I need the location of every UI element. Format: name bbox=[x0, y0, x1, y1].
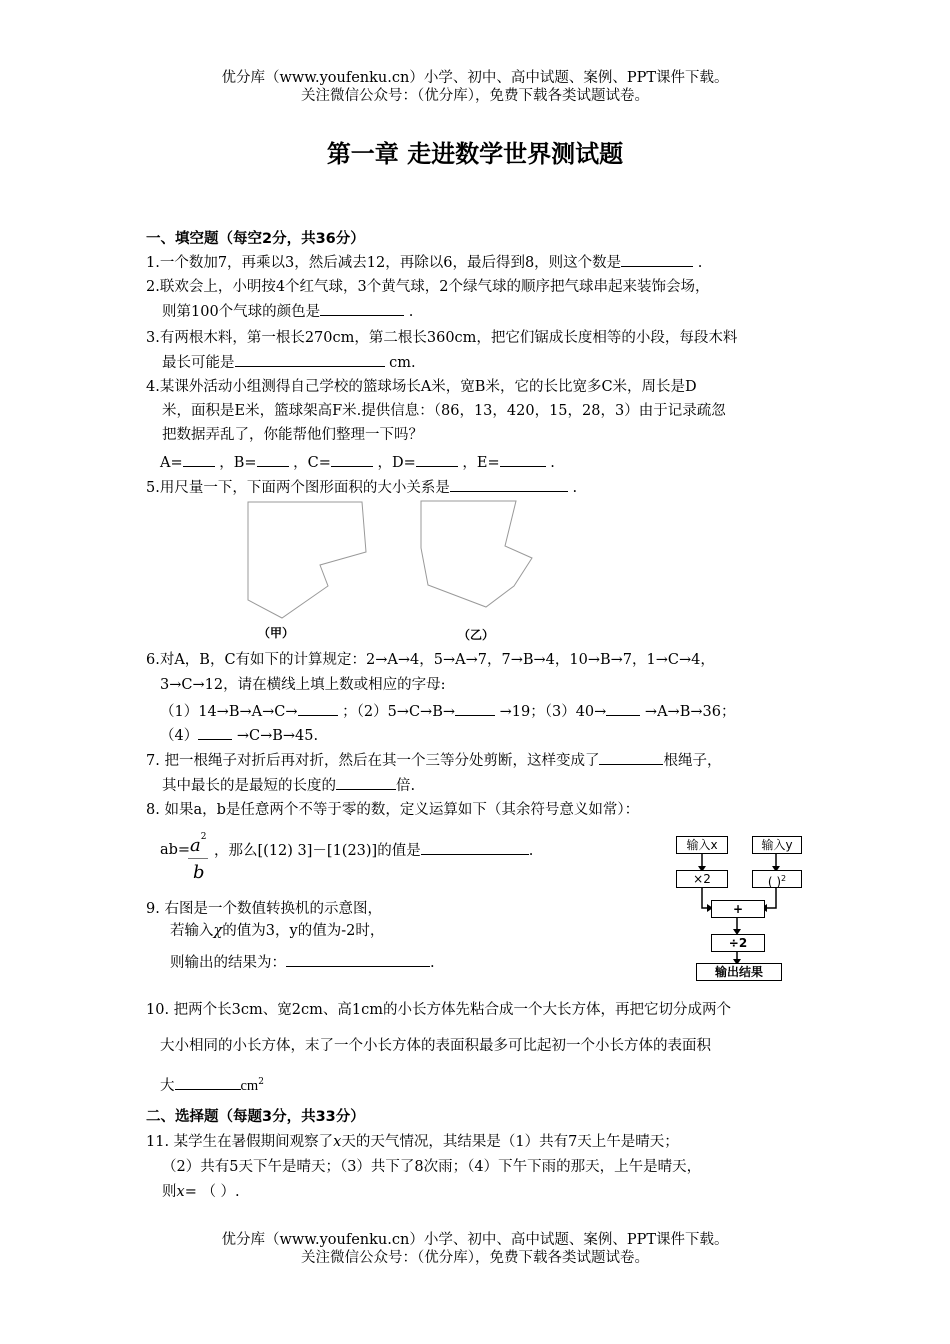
q2-line-1: 2.联欢会上，小明按4个红气球，3个黄气球，2个绿气球的顺序把气球串起来装饰会场， bbox=[146, 279, 710, 295]
q5-end: . bbox=[572, 480, 578, 496]
input-y-box: 输入y bbox=[752, 836, 802, 854]
q6-line-2: 3→C→12，请在横线上填上数或相应的字母: bbox=[160, 677, 446, 693]
q7-line-1b: 根绳子， bbox=[663, 753, 722, 769]
q6-line-1: 6.对A，B，C有如下的计算规定：2→A→4，5→A→7，7→B→4，10→B→7，1→C→4， bbox=[146, 652, 715, 668]
q6-p2e: →19；（3）40→ bbox=[499, 704, 607, 720]
q10-line-3 bbox=[160, 1072, 264, 1096]
q11-var-2: x bbox=[176, 1184, 185, 1200]
input-x-box: 输入x bbox=[676, 836, 728, 854]
square-box bbox=[752, 870, 802, 888]
q9-line-1: 9. 右图是一个数值转换机的示意图， bbox=[146, 901, 382, 917]
q11-line-1b: 天的天气情况，其结果是（1）共有7天上午是晴天； bbox=[341, 1134, 679, 1150]
q8-denominator: b bbox=[193, 862, 205, 883]
q3-line-2-text: 最长可能是 bbox=[162, 355, 235, 371]
q9-line-3-text: 则输出的结果为： bbox=[170, 955, 286, 971]
q9-end: . bbox=[430, 955, 435, 971]
q2-line-2-text: 则第100个气球的颜色是 bbox=[162, 304, 321, 320]
q6-p3e: →A→B→36； bbox=[644, 704, 736, 720]
q6-p4e: →C→B→45. bbox=[236, 728, 319, 744]
q7-line-2a: 其中最长的是最短的长度的 bbox=[162, 778, 336, 794]
q5-text: 5.用尺量一下，下面两个图形面积的大小关系是 bbox=[146, 480, 450, 496]
header-line-2: 关注微信公众号：（优分库），免费下载各类试题试卷。 bbox=[301, 88, 649, 104]
q1-end: . bbox=[697, 255, 703, 271]
q9-chi: χ bbox=[213, 923, 223, 939]
square-sup: 2 bbox=[781, 874, 787, 883]
q4-line-2: 米，面积是E米，篮球架高F米.提供信息：（86，13，420，15，28，3）由于记录疏忽 bbox=[162, 403, 726, 419]
q4-end: . bbox=[550, 455, 555, 471]
q10-line-2: 大小相同的小长方体，末了一个小长方体的表面积最多可比起初一个小长方体的表面积 bbox=[160, 1038, 711, 1054]
q8-num: a bbox=[190, 835, 201, 856]
q4-d-label: ，D= bbox=[377, 455, 416, 471]
square-text: ( ) bbox=[767, 875, 782, 889]
q3-end: cm. bbox=[389, 355, 416, 371]
q4-c-label: ，C= bbox=[293, 455, 331, 471]
times-two-box: ×2 bbox=[676, 870, 728, 888]
q3-line-1: 3.有两根木料，第一根长270cm，第二根长360cm，把它们锯成长度相等的小段，每段木料 bbox=[146, 330, 738, 346]
q10-unit: cm bbox=[240, 1077, 259, 1094]
q7-line-1a: 7. 把一根绳子对折后再对折，然后在其一个三等分处剪断，这样变成了 bbox=[146, 753, 600, 769]
q11-line-2: （2）共有5天下午是晴天；（3）共下了8次雨；（4）下午下雨的那天，上午是晴天， bbox=[162, 1159, 702, 1175]
page-title: 第一章 走进数学世界测试题 bbox=[326, 140, 624, 168]
q8-end: . bbox=[528, 843, 534, 859]
caption-jia: （甲） bbox=[258, 626, 295, 640]
q8-def-label: ab= bbox=[160, 842, 191, 858]
q11-line-1 bbox=[146, 1132, 679, 1152]
q10-line-1: 10. 把两个长3cm、宽2cm、高1cm的小长方体先粘合成一个大长方体，再把它切分成两个 bbox=[146, 1002, 731, 1018]
q2-end: . bbox=[408, 304, 414, 320]
q9-line-2b: 的值为3，y的值为-2时， bbox=[222, 923, 385, 939]
footer-line-1: 优分库（www.youfenku.cn）小学、初中、高中试题、案例、PPT课件下载。 bbox=[221, 1232, 729, 1248]
q4-e-label: ，E= bbox=[462, 455, 500, 471]
q11-line-3a: 则 bbox=[162, 1184, 177, 1200]
plus-box: + bbox=[711, 900, 765, 918]
q8-ask: ，那么[(12) 3]－[1(23)]的值是 bbox=[214, 843, 421, 859]
q4-b-label: ，B= bbox=[219, 455, 257, 471]
section-2-heading: 二、选择题（每题3分，共33分） bbox=[146, 1109, 365, 1125]
caption-yi: （乙） bbox=[458, 628, 495, 642]
q1-text: 1.一个数加7，再乘以3，然后减去12，再除以6，最后得到8，则这个数是 bbox=[146, 255, 622, 271]
q4-a-label: A= bbox=[160, 455, 183, 471]
q10-unit-sup: 2 bbox=[258, 1077, 264, 1087]
divide-two-box: ÷2 bbox=[711, 934, 765, 952]
q4-line-1: 4.某课外活动小组测得自己学校的篮球场长A米，宽B米，它的长比宽多C米，周长是D bbox=[146, 379, 697, 395]
q10-line-3-text: 大 bbox=[160, 1077, 175, 1094]
q7-line-2b: 倍. bbox=[396, 778, 416, 794]
q8-sup: 2 bbox=[200, 832, 207, 842]
q11-line-3 bbox=[162, 1182, 240, 1202]
header-line-1: 优分库（www.youfenku.cn）小学、初中、高中试题、案例、PPT课件下载。 bbox=[221, 70, 729, 86]
q11-line-3b: = （ ）. bbox=[184, 1184, 240, 1200]
q10-blank[interactable] bbox=[175, 1075, 241, 1090]
q11-line-1a: 11. 某学生在暑假期间观察了 bbox=[146, 1134, 334, 1150]
q6-p1: （1）14→B→A→C→ bbox=[160, 704, 298, 720]
q9-line-2a: 若输入 bbox=[170, 923, 214, 939]
q4-line-3: 把数据弄乱了，你能帮他们整理一下吗？ bbox=[162, 427, 423, 443]
q6-p4: （4） bbox=[160, 728, 199, 744]
q8-text: 8. 如果a，b是任意两个不等于零的数，定义运算如下（其余符号意义如常）： bbox=[146, 802, 640, 818]
q6-p1e: ；（2）5→C→B→ bbox=[342, 704, 456, 720]
q11-var: x bbox=[333, 1134, 342, 1150]
footer-line-2: 关注微信公众号：（优分库），免费下载各类试题试卷。 bbox=[301, 1250, 649, 1266]
section-1-heading: 一、填空题（每空2分，共36分） bbox=[146, 231, 365, 247]
output-box: 输出结果 bbox=[696, 963, 782, 981]
